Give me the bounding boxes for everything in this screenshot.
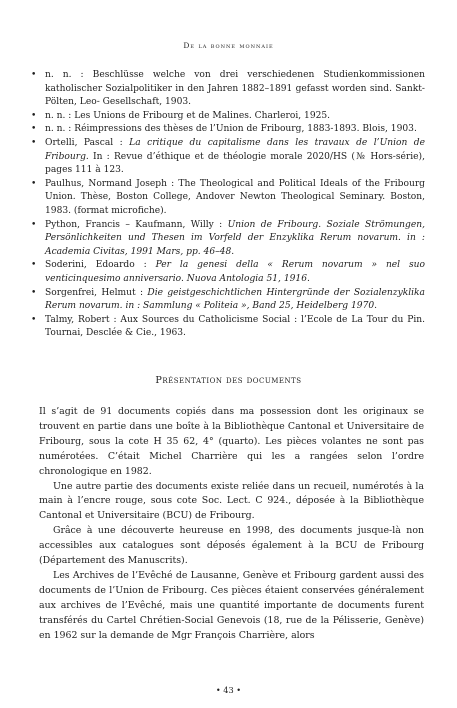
- entry-text: Paulhus, Normand Joseph : The Theological and Political Ideals of the Fribourg Union. Thèse, Boston College, Andover Newton Theological Seminary. Boston, 1983. (format microfiche).: [45, 178, 425, 216]
- paragraph: Les Archives de l’Evêché de Lausanne, Genève et Fribourg gardent aussi des documents de l’Union de Fribourg. Ces pièces étaient conservées généralement aux archives de l’Evêché, mais une quantité importante de documents furent transférés du Cartel Chrétien-Social Genevois (18, rue de la Pélisserie, Genève) en 1962 sur la demande de Mgr François Charrière, alors: [39, 569, 424, 641]
- entry-text: Talmy, Robert : Aux Sources du Catholicisme Social : l’Ecole de La Tour du Pin. Tournai, Desclée & Cie., 1963.: [45, 314, 425, 339]
- entry-title: Die geistgeschichtlichen Hintergründe der Sozialenzyklika Rerum novarum. in : Sammlung « Politeia », Band 25, Heidelberg 1970.: [45, 287, 425, 312]
- paragraph: Il s’agit de 91 documents copiés dans ma possession dont les originaux se trouvent en partie dans une boîte à la Bibliothèque Cantonal et Universitaire de Fribourg, sous la cote H 35 62, 4° (quarto). Les pièces volantes ne sont pas numérotées. C’était Michel Charrière qui les a rangées selon l’ordre chronologique en 1982.: [39, 406, 424, 477]
- bullet-icon: •: [31, 314, 37, 325]
- bibliography-entry: [31, 259, 425, 286]
- entry-text: In : Revue d’éthique et de théologie morale 2020/HS (№ Hors-série), pages 111 à 123.: [45, 151, 425, 176]
- bullet-icon: •: [31, 70, 37, 80]
- bullet-icon: •: [31, 124, 37, 135]
- entry-title: Per la genesi della « Rerum novarum » nel suo venticinquesimo anniversario. Nuova Antologia 51, 1916.: [45, 260, 425, 284]
- bibliography-entry: [31, 110, 425, 124]
- entry-text: Python, Francis – Kaufmann, Willy :: [45, 219, 228, 230]
- bullet-icon: •: [31, 260, 37, 271]
- entry-title: La critique du capitalisme dans les travaux de l’Union de Fribourg.: [45, 137, 426, 162]
- bibliography-entry: [31, 219, 425, 260]
- bullet-icon: •: [31, 110, 37, 121]
- bibliography-entry: [31, 314, 425, 341]
- bullet-icon: •: [31, 178, 37, 189]
- entry-text: n. n. : Les Unions de Fribourg et de Malines. Charleroi, 1925.: [45, 110, 331, 121]
- entry-text: Soderini, Edoardo :: [45, 260, 156, 271]
- entry-text: Ortelli, Pascal :: [45, 137, 130, 148]
- body-text: [39, 405, 424, 644]
- bibliography-list: [31, 69, 425, 341]
- entry-title: Union de Fribourg. Soziale Strömungen, Persönlichkeiten und Thesen im Vorfeld der Enzyklika Rerum novarum. in : Academia Civitas, 1991 Mars, pp. 46–48.: [45, 219, 425, 257]
- bibliography-entry: [31, 178, 425, 219]
- bullet-icon: •: [31, 137, 37, 148]
- bibliography-entry: [31, 123, 425, 137]
- bibliography-entry: [31, 287, 425, 314]
- page-number: • 43 •: [215, 685, 242, 695]
- paragraph: Une autre partie des documents existe reliée dans un recueil, numérotés à la main à l’encre rouge, sous cote Soc. Lect. C 924., déposée à la Bibliothèque Cantonal et Universitaire (BCU) de Fribourg.: [39, 480, 424, 522]
- bullet-icon: •: [31, 219, 37, 230]
- bibliography-entry: [31, 137, 425, 178]
- section-title: Présentation des documents: [155, 375, 302, 386]
- running-head: De la bonne monnaie: [183, 41, 274, 50]
- bibliography-entry: [31, 69, 425, 110]
- paragraph: Grâce à une découverte heureuse en 1998, des documents jusque-là non accessibles aux catalogues sont déposés également à la BCU de Fribourg (Département des Manuscrits).: [39, 525, 424, 567]
- entry-text: n. n. : Beschlüsse welche von drei verschiedenen Studienkommissionen katholischer Sozialpolitiker in den Jahren 1882–1891 gefasst worden sind. Sankt-Pölten, Leo- Gesellschaft, 1903.: [45, 70, 425, 108]
- bullet-icon: •: [31, 287, 37, 298]
- entry-text: n. n. : Réimpressions des thèses de l’Union de Fribourg, 1883-1893. Blois, 1903.: [45, 124, 417, 135]
- entry-text: Sorgenfrei, Helmut :: [45, 287, 148, 298]
